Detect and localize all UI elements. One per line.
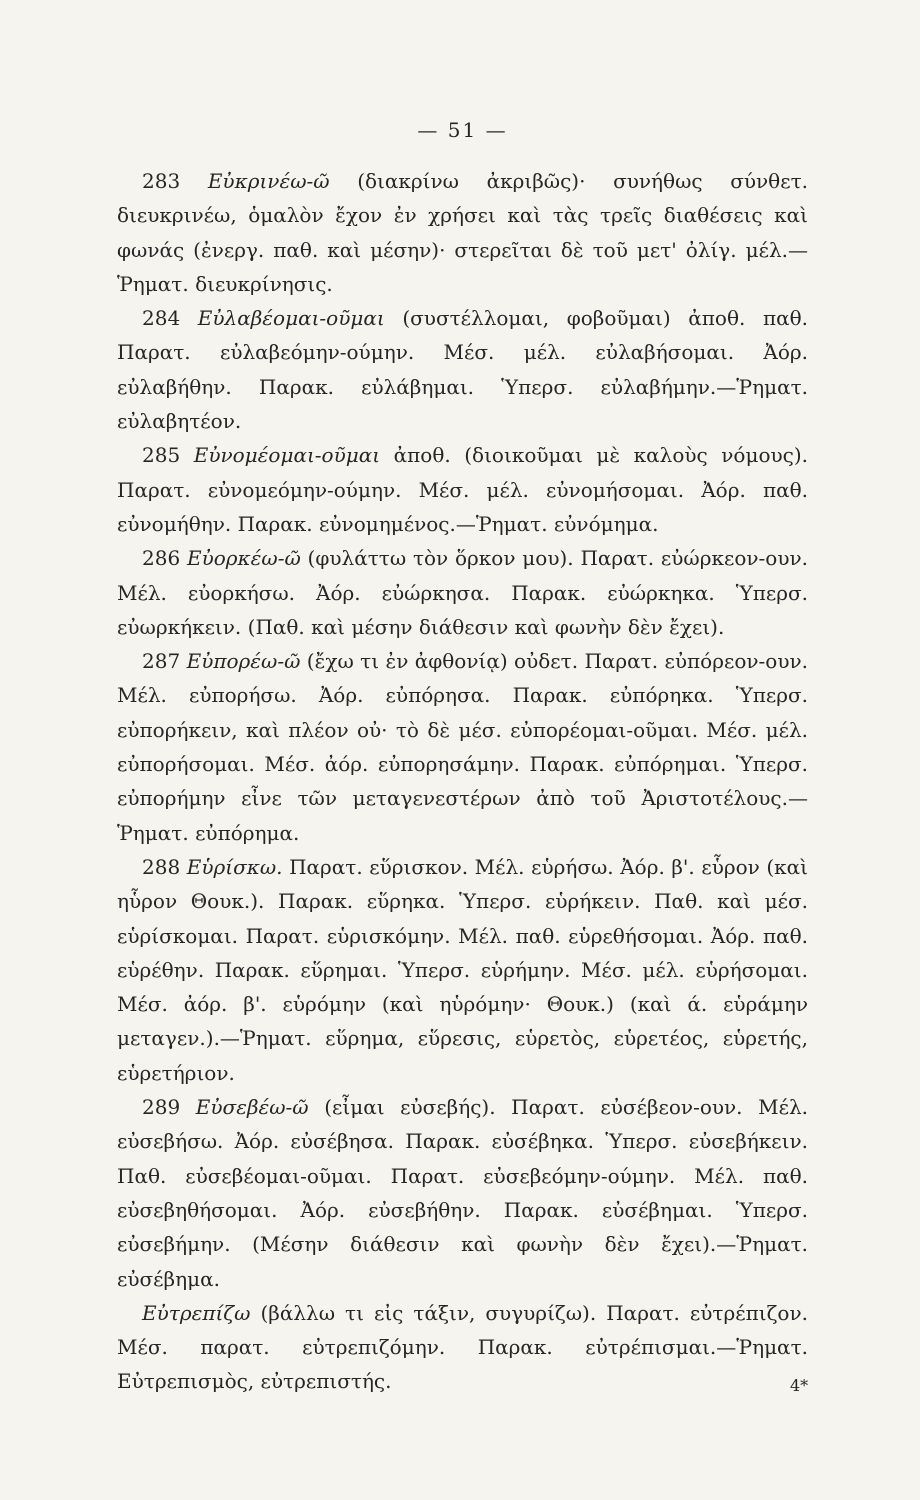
- entry-text: (βάλλω τι εἰς τάξιν, συγυρίζω). Παρατ. εὐτρέπιζον. Μέσ. παρατ. εὐτρεπιζόμην. Παρακ. εὐτρέπισμαι.—Ῥηματ. Εὐτρεπισμὸς, εὐτρεπιστής.: [117, 1300, 808, 1394]
- entry-text: ἀποθ. (διοικοῦμαι μὲ καλοὺς νόμους). Παρατ. εὐνομεόμην-ούμην. Μέσ. μέλ. εὐνομήσομαι. Ἀόρ. παθ. εὐνομήθην. Παρακ. εὐνομημένος.—Ῥηματ. εὐνόμημα.: [117, 443, 809, 536]
- entry-text: (φυλάττω τὸν ὅρκον μου). Παρατ. εὐώρκεον-ουν. Μέλ. εὐορκήσω. Ἀόρ. εὐώρκησα. Παρακ. εὐώρκηκα. Ὑπερσ. εὐωρκήκειν. (Παθ. καὶ μέσην διάθεσιν καὶ φωνὴν δὲν ἔχει).: [117, 546, 808, 639]
- entry-285: [117, 438, 808, 541]
- entry-headword: Εὑρίσκω.: [186, 854, 283, 879]
- entry-headword: Εὐνομέομαι-οῦμαι: [193, 443, 381, 468]
- entry-headword: Εὐκρινέω-ῶ: [207, 169, 330, 193]
- entry-headword: Εὐλαβέομαι-οῦμαι: [197, 306, 385, 331]
- entry-text: (συστέλλομαι, φοβοῦμαι) ἀποθ. παθ. Παρατ. εὐλαβεόμην-ούμην. Μέσ. μέλ. εὐλαβήσομαι. Ἀόρ. εὐλαβήθην. Παρακ. εὐλάβημαι. Ὑπερσ. εὐλαβήμην.—Ῥηματ. εὐλαβητέον.: [117, 306, 809, 434]
- entry-eutrepizo: [117, 1296, 808, 1399]
- entry-headword: Εὐορκέω-ῶ: [186, 546, 301, 571]
- entry-text: (ἔχω τι ἐν ἀφθονίᾳ) οὐδετ. Παρατ. εὐπόρεον-ουν. Μέλ. εὐπορήσω. Ἀόρ. εὐπόρησα. Παρακ. εὐπόρηκα. Ὑπερσ. εὐπορήκειν, καὶ πλέον οὐ· τὸ δὲ μέσ. εὐπορέομαι-οῦμαι. Μέσ. μέλ. εὐπορήσομαι. Μέσ. ἀόρ. εὐπορησάμην. Παρακ. εὐπόρημαι. Ὑπερσ. εὐπορήμην εἶνε τῶν μεταγενεστέρων ἀπὸ τοῦ Ἀριστοτέλους.—Ῥηματ. εὐπόρημα.: [117, 649, 808, 845]
- entry-286: [117, 541, 808, 644]
- entry-number: 287: [142, 649, 181, 674]
- entry-number: 285: [142, 443, 181, 468]
- entry-text: (διακρίνω ἀκριβῶς)· συνήθως σύνθετ. διευκρινέω, ὁμαλὸν ἔχον ἐν χρήσει καὶ τὰς τρεῖς διαθέσεις καὶ φωνάς (ἐνεργ. παθ. καὶ μέσην)· στερεῖται δὲ τοῦ μετ' ὀλίγ. μέλ.— Ῥηματ. διευκρίνησις.: [117, 169, 808, 296]
- entry-283: [117, 164, 808, 301]
- entry-number: 286: [142, 546, 181, 571]
- signature-mark: 4*: [790, 1376, 809, 1395]
- entry-headword: Εὐπορέω-ῶ: [186, 649, 301, 674]
- entry-284: [117, 301, 808, 438]
- entry-text: Παρατ. εὕρισκον. Μέλ. εὑρήσω. Ἀόρ. β'. εὗρον (καὶ ηὗρον Θουκ.). Παρακ. εὕρηκα. Ὑπερσ. εὑρήκειν. Παθ. καὶ μέσ. εὑρίσκομαι. Παρατ. εὑρισκόμην. Μέλ. παθ. εὑρεθήσομαι. Ἀόρ. παθ. εὑρέθην. Παρακ. εὕρημαι. Ὑπερσ. εὑρήμην. Μέσ. μέλ. εὑρήσομαι. Μέσ. ἀόρ. β'. εὑρόμην (καὶ ηὑρόμην· Θουκ.) (καὶ ά. εὑράμην μεταγεν.).—Ῥηματ. εὕρημα, εὕρεσις, εὑρετὸς, εὑρετέος, εὑρετής, εὑρετήριον.: [117, 854, 809, 1085]
- entry-headword: Εὐσεβέω-ῶ: [195, 1095, 309, 1120]
- entry-number: 289: [142, 1095, 181, 1120]
- entry-289: [117, 1090, 808, 1296]
- entry-288: [117, 850, 808, 1090]
- entry-number: 288: [142, 854, 181, 879]
- entry-number: 284: [142, 306, 181, 331]
- entry-287: [117, 644, 808, 850]
- entry-number: 283: [142, 169, 181, 193]
- entry-headword: Εὐτρεπίζω: [142, 1300, 251, 1325]
- entry-text: (εἶμαι εὐσεβής). Παρατ. εὐσέβεον-ουν. Μέλ. εὐσεβήσω. Ἀόρ. εὐσέβησα. Παρακ. εὐσέβηκα. Ὑπερσ. εὐσεβήκειν. Παθ. εὐσεβέομαι-οῦμαι. Παρατ. εὐσεβεόμην-ούμην. Μέλ. παθ. εὐσεβηθήσομαι. Ἀόρ. εὐσεβήθην. Παρακ. εὐσέβημαι. Ὑπερσ. εὐσεβήμην. (Μέσην διάθεσιν καὶ φωνὴν δὲν ἔχει).—Ῥηματ. εὐσέβημα.: [117, 1095, 809, 1291]
- page-number: — 51 —: [417, 118, 508, 142]
